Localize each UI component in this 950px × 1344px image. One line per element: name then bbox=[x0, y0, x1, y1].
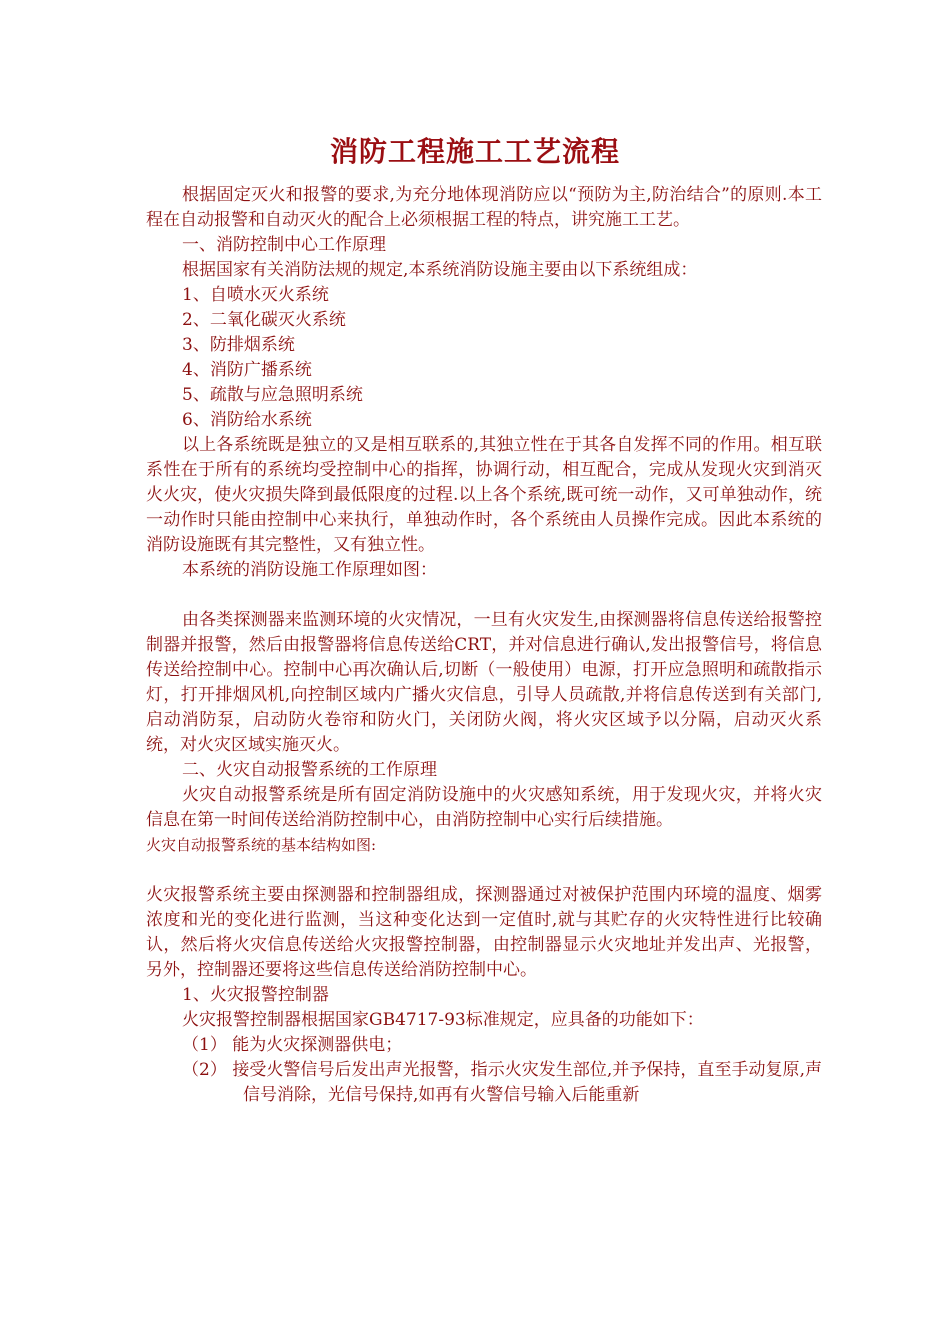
system-list-item: 1、自喷水灭火系统 bbox=[182, 285, 329, 305]
section-1-heading: 一、消防控制中心工作原理 bbox=[182, 235, 386, 255]
section-2-diagram-caption: 火灾自动报警系统的基本结构如图: bbox=[146, 836, 377, 854]
system-list-item: 3、防排烟系统 bbox=[182, 335, 295, 355]
system-list-item: 4、消防广播系统 bbox=[182, 360, 312, 380]
diagram-placeholder bbox=[146, 583, 822, 608]
intro-paragraph: 根据固定灭火和报警的要求,为充分地体现消防应以“预防为主,防治结合”的原则.本工程在自动报警和自动灭火的配合上必须根据工程的特点，讲究施工工艺。 bbox=[146, 185, 822, 230]
section-2-structure-paragraph: 火灾报警系统主要由探测器和控制器组成，探测器通过对被保护范围内环境的温度、烟雾浓度和光的变化进行监测，当这种变化达到一定值时,就与其贮存的火灾特性进行比较确认，然后将火灾信息传送给火灾报警控制器，由控制器显示火灾地址并发出声、光报警，另外，控制器还要将这些信息传送给消防控制中心。 bbox=[146, 885, 822, 980]
section-2-heading: 二、火灾自动报警系统的工作原理 bbox=[182, 760, 437, 780]
document-body bbox=[146, 183, 822, 1108]
subsection-lead: 火灾报警控制器根据国家GB4717-93标准规定，应具备的功能如下： bbox=[182, 1010, 704, 1030]
section-1-lead: 根据国家有关消防法规的规定,本系统消防设施主要由以下系统组成： bbox=[182, 260, 698, 280]
system-list-item: 5、疏散与应急照明系统 bbox=[182, 385, 363, 405]
system-list-item: 6、消防给水系统 bbox=[182, 410, 312, 430]
system-list-item: 2、二氧化碳灭火系统 bbox=[182, 310, 346, 330]
section-1-diagram-caption: 本系统的消防设施工作原理如图： bbox=[182, 560, 437, 580]
section-2-paragraph: 火灾自动报警系统是所有固定消防设施中的火灾感知系统，用于发现火灾，并将火灾信息在第一时间传送给消防控制中心，由消防控制中心实行后续措施。 bbox=[146, 785, 822, 830]
document-title: 消防工程施工工艺流程 bbox=[329, 135, 620, 168]
section-1-process-paragraph: 由各类探测器来监测环境的火灾情况，一旦有火灾发生,由探测器将信息传送给报警控制器并报警，然后由报警器将信息传送给CRT，并对信息进行确认,发出报警信号，将信息传送给控制中心。控制中心再次确认后,切断（一般使用）电源，打开应急照明和疏散指示灯，打开排烟风机,向控制区域内广播火灾信息，引导人员疏散,并将信息传送到有关部门,启动消防泵，启动防火卷帘和防火门，关闭防火阀，将火灾区域予以分隔，启动灭火系统，对火灾区域实施灭火。 bbox=[146, 610, 822, 755]
diagram-placeholder bbox=[146, 858, 822, 883]
subsection-heading: 1、火灾报警控制器 bbox=[182, 985, 329, 1005]
section-1-paragraph: 以上各系统既是独立的又是相互联系的,其独立性在于其各自发挥不同的作用。相互联系性在于所有的系统均受控制中心的指挥，协调行动，相互配合，完成从发现火灾到消灭火火灾，使火灾损失降到最低限度的过程.以上各个系统,既可统一动作，又可单独动作，统一动作时只能由控制中心来执行，单独动作时，各个系统由人员操作完成。因此本系统的消防设施既有其完整性，又有独立性。 bbox=[146, 435, 822, 555]
function-item: （2） 接受火警信号后发出声光报警，指示火灾发生部位,并予保持，直至手动复原,声信号消除，光信号保持,如再有火警信号输入后能重新 bbox=[182, 1060, 822, 1105]
function-item: （1） 能为火灾探测器供电； bbox=[182, 1035, 403, 1055]
